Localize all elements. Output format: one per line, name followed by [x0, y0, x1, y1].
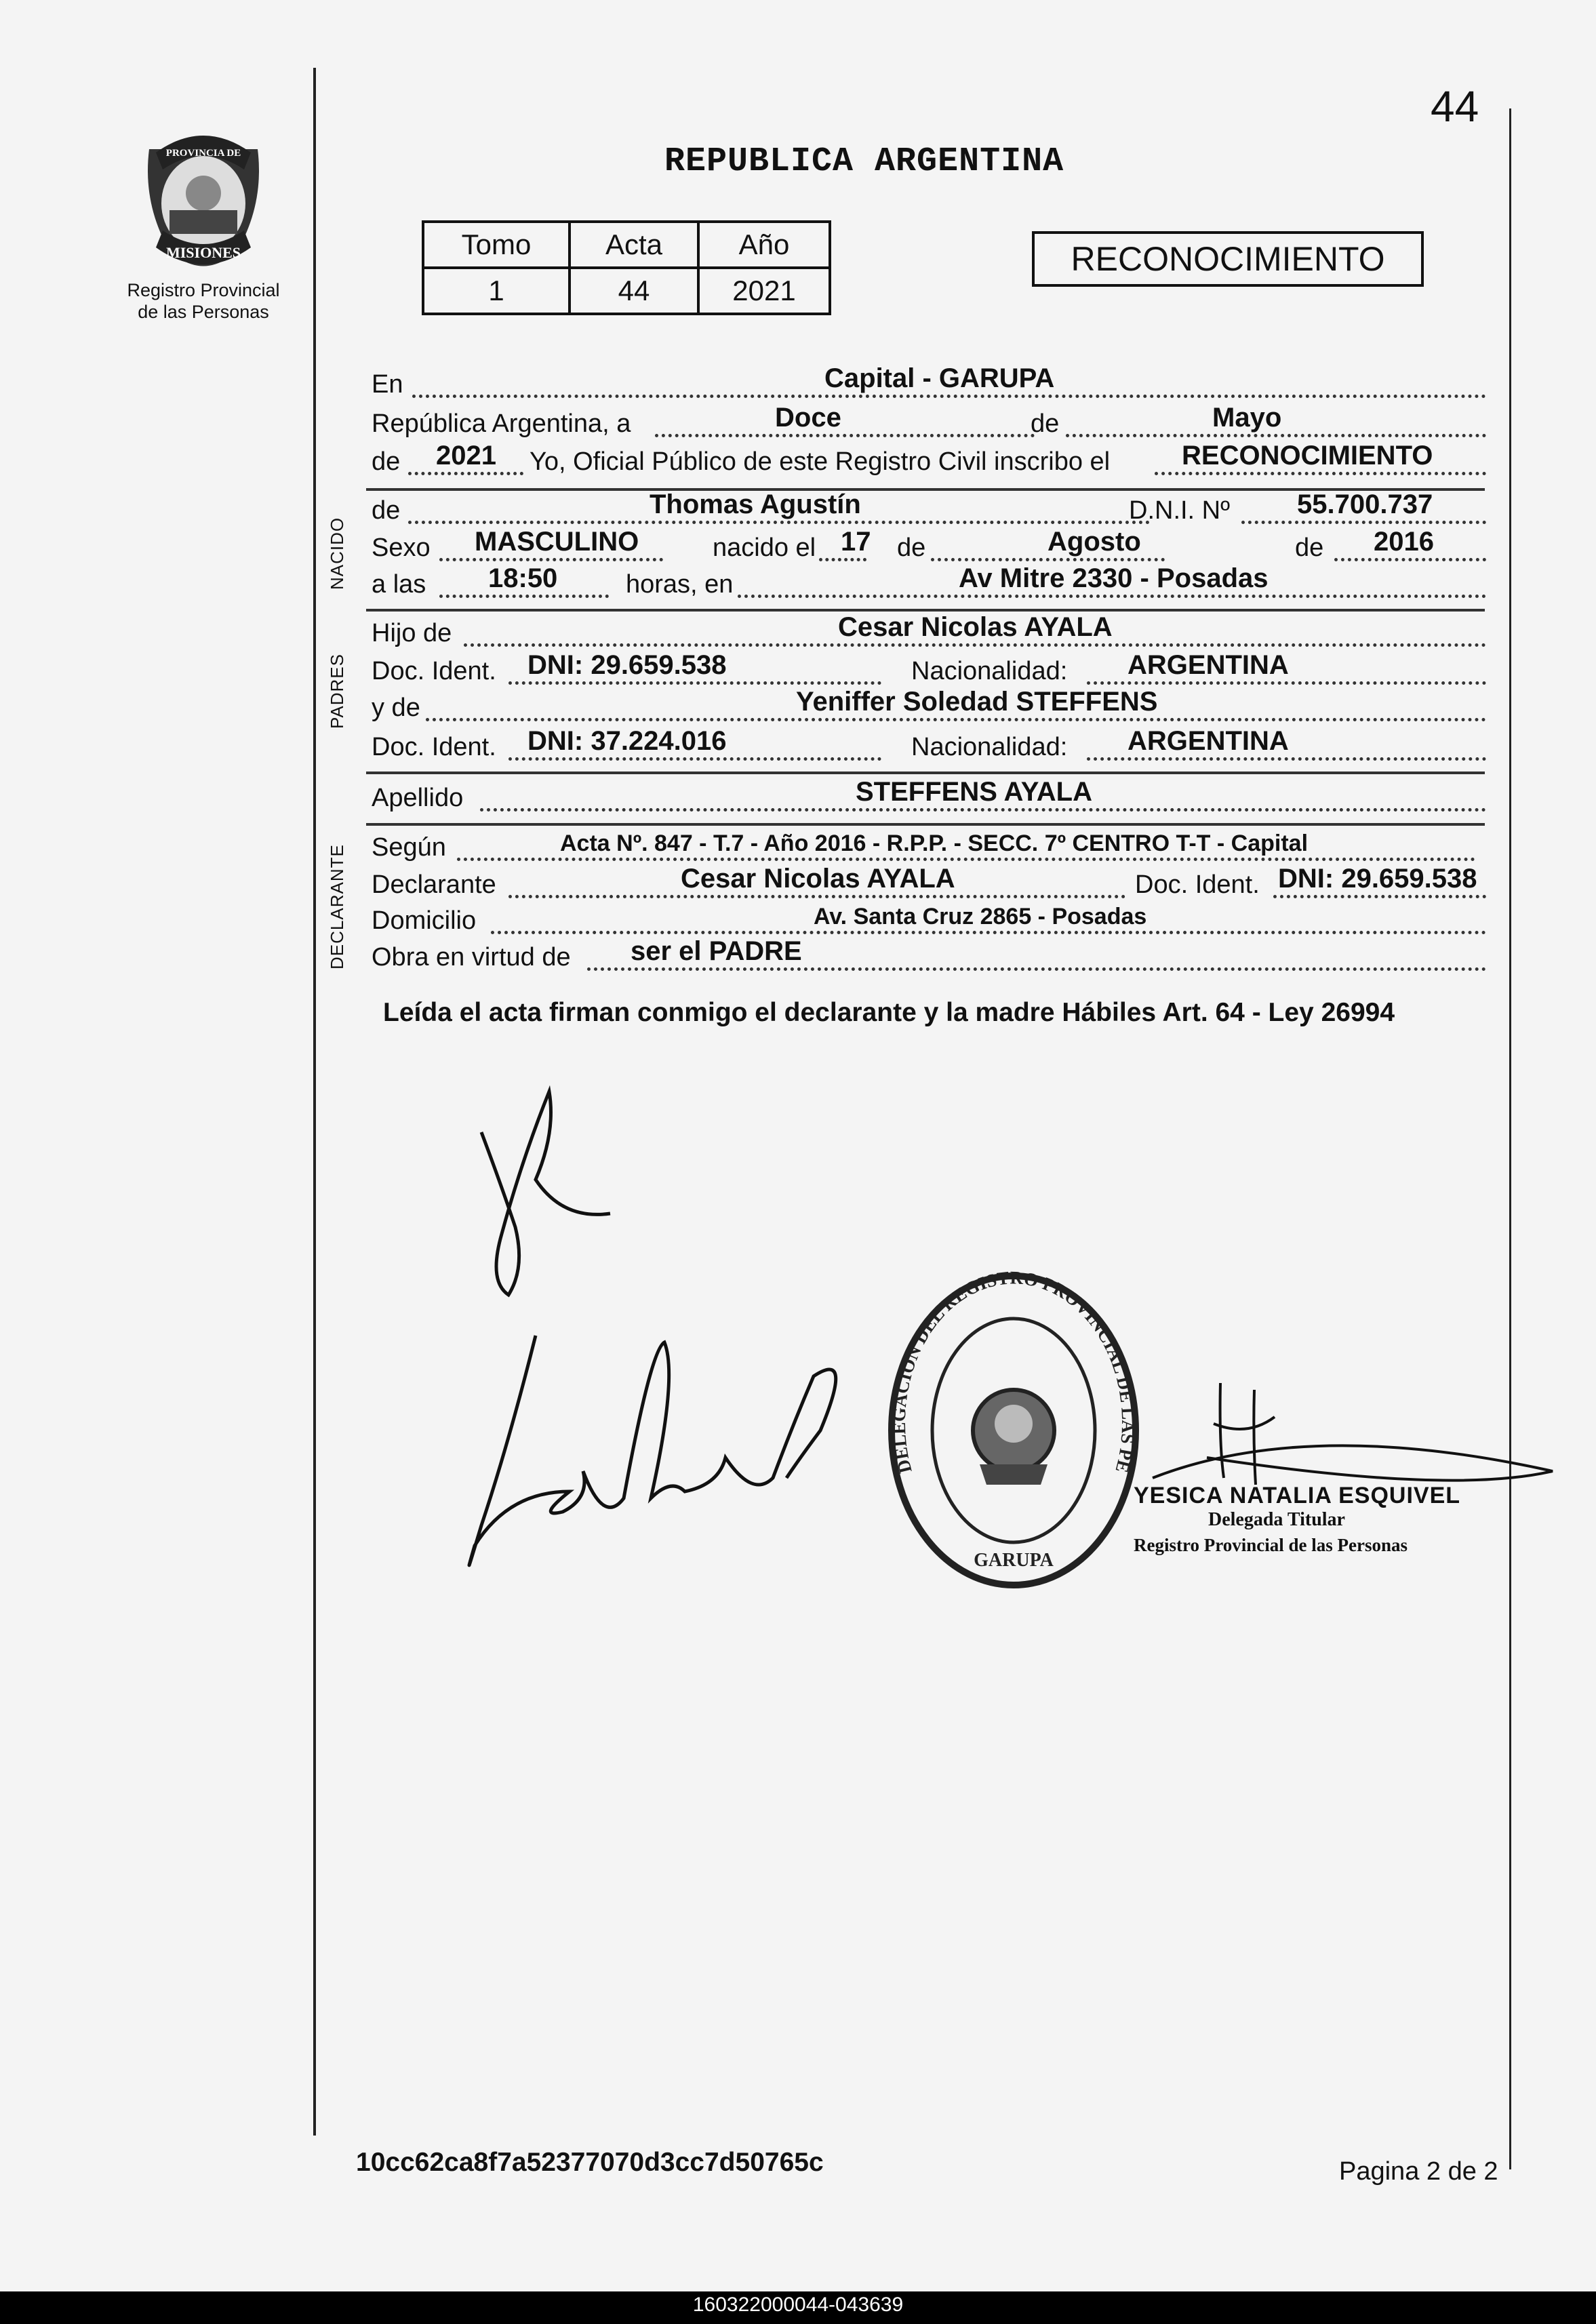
- section-divider: [366, 772, 1485, 774]
- header-anio: Año: [698, 222, 830, 268]
- official-office: Registro Provincial de las Personas: [1134, 1535, 1408, 1555]
- label-nac-padre: Nacionalidad:: [911, 657, 1068, 685]
- dotted-line: [464, 643, 1486, 647]
- dotted-line: [491, 931, 1486, 934]
- label-obra: Obra en virtud de: [372, 943, 571, 971]
- registry-caption-line2: de las Personas: [138, 302, 269, 322]
- official-signature-block: [1134, 1483, 1513, 1556]
- label-doc-madre: Doc. Ident.: [372, 733, 496, 761]
- svg-text:PROVINCIA DE: PROVINCIA DE: [165, 148, 241, 159]
- label-hijo-de: Hijo de: [372, 619, 452, 647]
- value-nombre: Thomas Agustín: [650, 489, 861, 519]
- label-doc-declarante: Doc. Ident.: [1135, 870, 1260, 899]
- field-nombre: [372, 489, 1486, 529]
- field-domicilio: [372, 904, 1486, 940]
- official-seal-stamp: [885, 1268, 1142, 1593]
- label-declarante: Declarante: [372, 870, 496, 899]
- dotted-line: [1087, 681, 1486, 685]
- header-tomo: Tomo: [423, 222, 570, 268]
- value-acta: 44: [570, 268, 698, 314]
- label-anio-nacimiento: de: [1295, 534, 1324, 562]
- right-margin-line: [1509, 108, 1511, 2169]
- dotted-line: [931, 558, 1165, 561]
- section-label-padres: PADRES: [327, 654, 347, 729]
- stamp-ring-text: DELEGACION DEL REGISTRO PROVINCIAL DE LAS PE: [888, 1268, 1139, 1475]
- value-dia-nacimiento: 17: [841, 527, 871, 557]
- section-label-declarante: DECLARANTE: [327, 844, 347, 969]
- document-hash: 10cc62ca8f7a52377070d3cc7d50765c: [356, 2148, 824, 2177]
- label-en: En: [372, 370, 403, 399]
- official-role: Delegada Titular: [1208, 1509, 1345, 1530]
- dotted-line: [408, 472, 523, 475]
- label-de-nombre: de: [372, 496, 401, 525]
- dotted-line: [457, 858, 1475, 861]
- field-republica: [372, 403, 1486, 443]
- declarant-signature-1: [461, 1078, 678, 1308]
- dotted-line: [408, 521, 1150, 524]
- value-en: Capital - GARUPA: [824, 363, 1055, 393]
- field-apellido: [372, 777, 1486, 817]
- header-acta: Acta: [570, 222, 698, 268]
- value-hora: 18:50: [488, 563, 558, 593]
- field-obra: [372, 936, 1486, 976]
- label-republica: República Argentina, a: [372, 409, 631, 438]
- value-dni: 55.700.737: [1297, 489, 1433, 519]
- dotted-line: [508, 681, 881, 685]
- registry-caption-line1: Registro Provincial: [127, 280, 280, 300]
- closing-statement: Leída el acta firman conmigo el declarante y la madre Hábiles Art. 64 - Ley 26994: [383, 998, 1395, 1027]
- declarant-signature-2: [434, 1322, 868, 1607]
- section-divider: [366, 823, 1485, 826]
- dotted-line: [439, 558, 663, 561]
- value-tomo: 1: [423, 268, 570, 314]
- dotted-line: [1241, 521, 1486, 524]
- left-margin-line: [313, 68, 316, 2136]
- dotted-line: [426, 718, 1486, 721]
- value-obra: ser el PADRE: [631, 936, 802, 966]
- act-type-box: RECONOCIMIENTO: [1032, 231, 1424, 287]
- value-anio: 2021: [698, 268, 830, 314]
- dotted-line: [1066, 434, 1486, 437]
- section-label-nacido: NACIDO: [327, 517, 347, 590]
- value-declarante: Cesar Nicolas AYALA: [681, 864, 955, 894]
- registry-caption: [102, 279, 305, 323]
- register-table: [422, 220, 831, 315]
- page-number: 44: [1431, 82, 1479, 131]
- label-apellido: Apellido: [372, 784, 464, 812]
- label-a-las: a las: [372, 570, 426, 599]
- label-dni: D.N.I. Nº: [1129, 496, 1230, 525]
- label-nac-madre: Nacionalidad:: [911, 733, 1068, 761]
- barcode-number: 160322000044-043639: [692, 2293, 904, 2316]
- document-title: REPUBLICA ARGENTINA: [664, 142, 1064, 181]
- value-month: Mayo: [1212, 403, 1282, 433]
- dotted-line: [1087, 757, 1486, 761]
- official-name: YESICA NATALIA ESQUIVEL: [1134, 1483, 1461, 1508]
- label-y-de: y de: [372, 694, 420, 722]
- dotted-line: [1155, 472, 1486, 475]
- value-year: 2021: [436, 441, 496, 470]
- dotted-line: [738, 595, 1486, 598]
- dotted-line: [587, 967, 1486, 971]
- field-hijo-de: [372, 612, 1486, 652]
- dotted-line: [439, 595, 609, 598]
- label-nacido-el: nacido el: [713, 534, 816, 562]
- stamp-bottom-text: GARUPA: [974, 1550, 1054, 1571]
- label-doc-padre: Doc. Ident.: [372, 657, 496, 685]
- value-domicilio: Av. Santa Cruz 2865 - Posadas: [814, 904, 1147, 929]
- dotted-line: [655, 434, 1035, 437]
- value-act-inscribed: RECONOCIMIENTO: [1182, 441, 1433, 470]
- value-day: Doce: [775, 403, 841, 433]
- label-domicilio: Domicilio: [372, 906, 477, 935]
- dotted-line: [412, 395, 1486, 398]
- field-sexo: [372, 527, 1486, 567]
- value-apellido: STEFFENS AYALA: [856, 777, 1092, 807]
- dotted-line: [1273, 895, 1486, 898]
- svg-text:MISIONES: MISIONES: [165, 244, 241, 261]
- dotted-line: [819, 558, 866, 561]
- label-de-anio: de: [372, 447, 401, 476]
- value-nac-madre: ARGENTINA: [1128, 726, 1289, 756]
- value-padre: Cesar Nicolas AYALA: [838, 612, 1113, 642]
- section-divider: [366, 609, 1485, 612]
- label-sexo: Sexo: [372, 534, 431, 562]
- value-nac-padre: ARGENTINA: [1128, 650, 1289, 680]
- value-mes-nacimiento: Agosto: [1048, 527, 1141, 557]
- field-y-de: [372, 687, 1486, 727]
- value-segun: Acta Nº. 847 - T.7 - Año 2016 - R.P.P. - SECC. 7º CENTRO T-T - Capital: [560, 830, 1309, 856]
- field-anio-reconocimiento: [372, 441, 1486, 481]
- misiones-coat-of-arms-logo: [129, 122, 278, 285]
- dotted-line: [508, 757, 881, 761]
- label-de-mes: de: [1031, 409, 1060, 438]
- label-horas-en: horas, en: [626, 570, 734, 599]
- field-declarante: [372, 864, 1486, 904]
- label-nacido-de: de: [897, 534, 926, 562]
- value-madre: Yeniffer Soledad STEFFENS: [796, 687, 1158, 717]
- label-segun: Según: [372, 833, 446, 862]
- field-hora: [372, 563, 1486, 603]
- dotted-line: [480, 808, 1486, 812]
- label-yo: Yo, Oficial Público de este Registro Civil inscribo el: [530, 447, 1111, 476]
- value-anio-nacimiento: 2016: [1374, 527, 1434, 557]
- value-doc-padre: DNI: 29.659.538: [527, 650, 727, 680]
- dotted-line: [508, 895, 1125, 898]
- value-lugar-nacimiento: Av Mitre 2330 - Posadas: [959, 563, 1269, 593]
- page-indicator: Pagina 2 de 2: [1339, 2157, 1498, 2186]
- field-en: [372, 363, 1486, 403]
- field-doc-madre: [372, 726, 1486, 766]
- dotted-line: [1334, 558, 1486, 561]
- value-doc-madre: DNI: 37.224.016: [527, 726, 727, 756]
- value-doc-declarante: DNI: 29.659.538: [1278, 864, 1477, 894]
- field-doc-padre: [372, 650, 1486, 690]
- field-segun: [372, 830, 1486, 866]
- value-sexo: MASCULINO: [475, 527, 639, 557]
